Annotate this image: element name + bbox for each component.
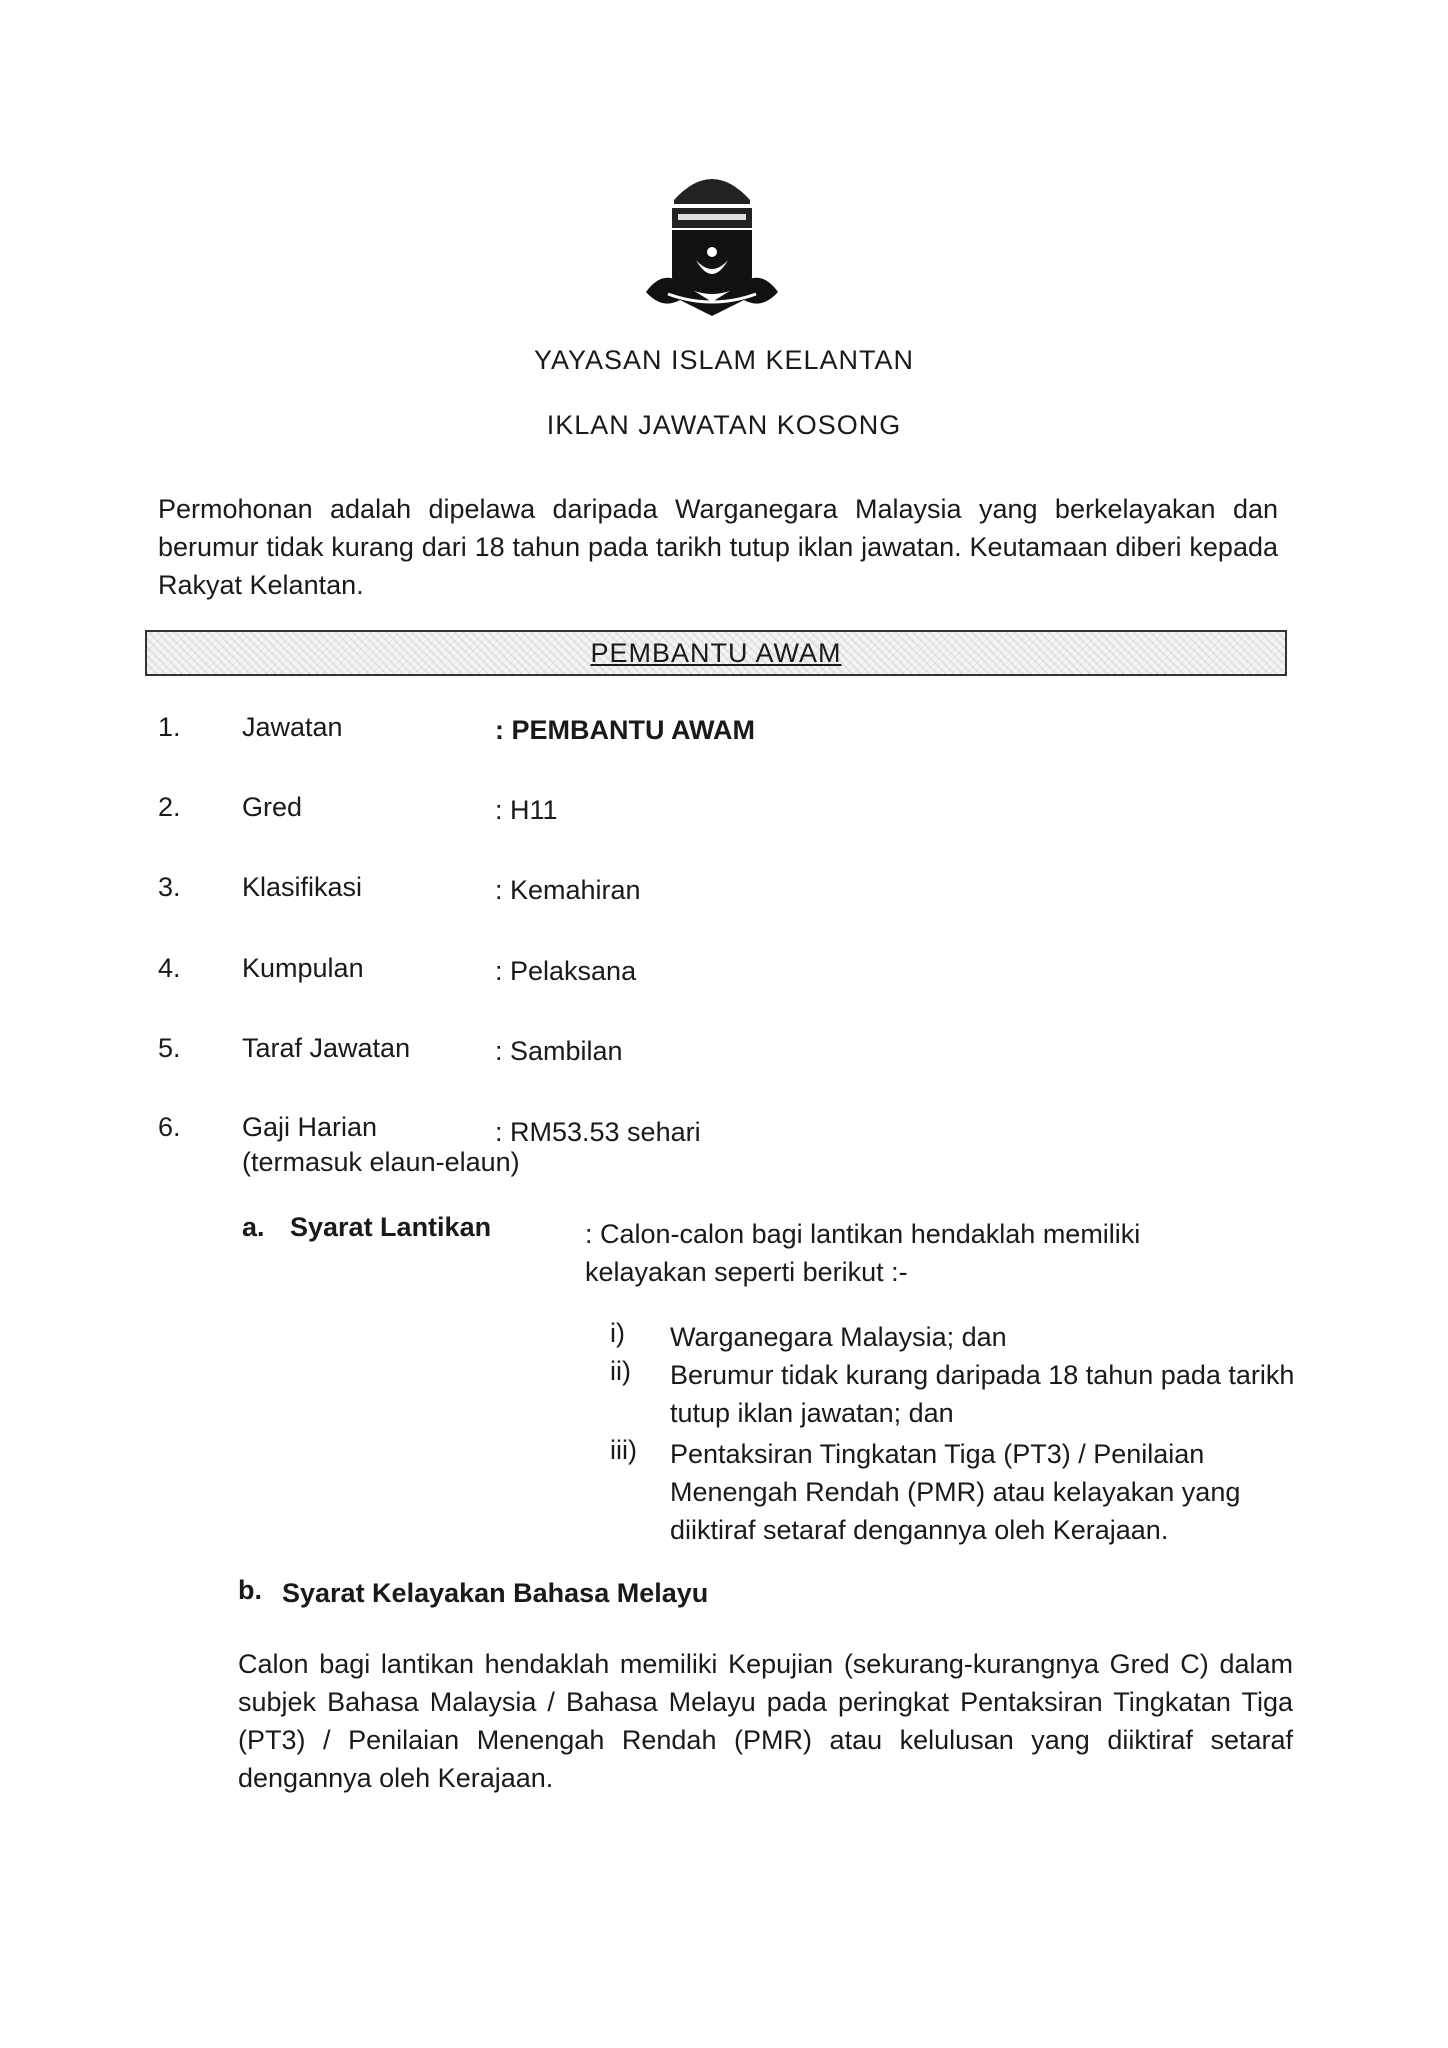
detail-label: Gaji Harian <box>242 1112 378 1142</box>
detail-value: : Kemahiran <box>495 875 641 905</box>
appointment-intro: : Calon-calon bagi lantikan hendaklah memiliki kelayakan seperti berikut :- <box>585 1219 1141 1287</box>
crest-icon <box>632 160 792 320</box>
section-header-bar <box>145 630 1287 676</box>
requirement-text: Warganegara Malaysia; dan <box>670 1322 1007 1352</box>
detail-label: Klasifikasi <box>242 872 363 902</box>
detail-number: 3. <box>158 872 181 902</box>
detail-number: 6. <box>158 1112 181 1142</box>
detail-label-note: (termasuk elaun-elaun) <box>242 1147 520 1177</box>
organization-name: YAYASAN ISLAM KELANTAN <box>533 345 915 375</box>
page-title: IKLAN JAWATAN KOSONG <box>546 410 902 440</box>
language-requirement-paragraph: Calon bagi lantikan hendaklah memiliki Kepujian (sekurang-kurangnya Gred C) dalam subjek Bahasa Malaysia / Bahasa Melayu pada peringkat Pentaksiran Tingkatan Tiga (PT3) / Penilaian Menengah Rendah (PMR) atau kelulusan yang diiktiraf setaraf dengannya oleh Kerajaan. <box>238 1649 1293 1793</box>
detail-value: : PEMBANTU AWAM <box>495 715 755 745</box>
intro-paragraph: Permohonan adalah dipelawa daripada Warganegara Malaysia yang berkelayakan dan berumur tidak kurang dari 18 tahun pada tarikh tutup iklan jawatan. Keutamaan diberi kepada Rakyat Kelantan. <box>158 494 1278 600</box>
detail-number: 4. <box>158 953 181 983</box>
requirement-number: iii) <box>610 1435 637 1465</box>
subsection-title: Syarat Lantikan <box>290 1212 492 1242</box>
subsection-title: Syarat Kelayakan Bahasa Melayu <box>282 1578 709 1608</box>
detail-label: Taraf Jawatan <box>242 1033 411 1063</box>
subsection-letter: b. <box>238 1575 262 1605</box>
detail-value: : Sambilan <box>495 1036 623 1066</box>
requirement-text: Pentaksiran Tingkatan Tiga (PT3) / Penilaian Menengah Rendah (PMR) atau kelayakan yang diiktiraf setaraf dengannya oleh Kerajaan. <box>670 1439 1241 1545</box>
section-title: PEMBANTU AWAM <box>590 638 842 668</box>
requirement-number: i) <box>610 1318 625 1348</box>
detail-label: Gred <box>242 792 303 822</box>
detail-number: 5. <box>158 1033 181 1063</box>
requirement-text: Berumur tidak kurang daripada 18 tahun pada tarikh tutup iklan jawatan; dan <box>670 1360 1295 1428</box>
subsection-letter: a. <box>242 1212 265 1242</box>
detail-value: : H11 <box>495 795 558 825</box>
detail-value: : Pelaksana <box>495 956 637 986</box>
requirement-number: ii) <box>610 1356 631 1386</box>
detail-number: 2. <box>158 792 181 822</box>
detail-number: 1. <box>158 712 181 742</box>
detail-value: : RM53.53 sehari <box>495 1117 701 1147</box>
detail-label: Jawatan <box>242 712 343 742</box>
detail-label: Kumpulan <box>242 953 364 983</box>
